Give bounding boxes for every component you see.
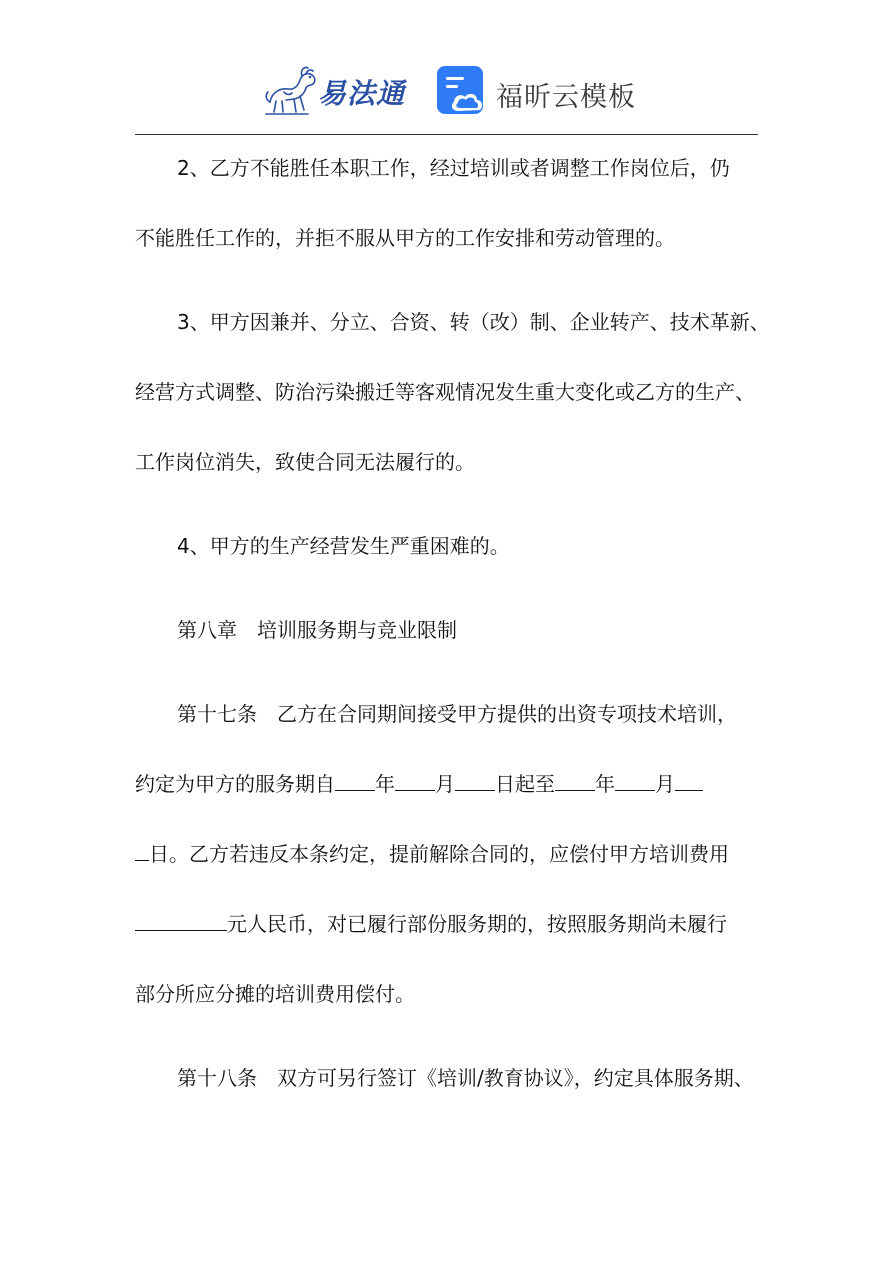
start-year-label: 年 [375, 772, 395, 796]
fuxin-logo-text: 福昕云模板 [496, 82, 636, 113]
article-17-number: 第十七条 [177, 702, 257, 726]
yifatong-logo [262, 62, 414, 118]
article-17-line-5: 部分所应分摊的培训费用偿付。 [135, 982, 415, 1006]
end-year-label: 年 [595, 772, 615, 796]
article-17-text-c: 日。乙方若违反本条约定，提前解除合同的，应偿付甲方培训费用 [149, 842, 729, 866]
start-month-label: 月 [435, 772, 455, 796]
training-fee-blank[interactable] [135, 910, 227, 931]
article-18-text-a: 双方可另行签订《培训/教育协议》，约定具体服务期、 [277, 1066, 754, 1090]
start-year-blank[interactable] [335, 770, 375, 791]
end-year-blank[interactable] [555, 770, 595, 791]
fuxin-logo [436, 65, 636, 119]
chapter-8-heading [135, 616, 802, 644]
header-divider [135, 134, 758, 135]
article-18-number: 第十八条 [177, 1066, 257, 1090]
clause-2-line-2: 不能胜任工作的，并拒不服从甲方的工作安排和劳动管理的。 [135, 226, 675, 250]
article-17-line-1 [135, 700, 802, 728]
article-17-text-a: 乙方在合同期间接受甲方提供的出资专项技术培训， [277, 702, 737, 726]
end-month-label: 月 [655, 772, 675, 796]
article-18-line-1 [135, 1064, 802, 1092]
article-17-text-d: 元人民币，对已履行部份服务期的，按照服务期尚未履行 [227, 912, 727, 936]
article-17-line-2 [135, 770, 760, 798]
end-day-blank-part-2[interactable] [135, 840, 149, 861]
start-day-label: 日起至 [495, 772, 555, 796]
article-17-line-3 [135, 840, 760, 868]
qilin-emblem-icon [262, 62, 320, 118]
chapter-8-number: 第八章 [177, 618, 237, 642]
fuxin-cloud-template-icon [436, 65, 488, 117]
article-17-text-b: 约定为甲方的服务期自 [135, 772, 335, 796]
clause-4-line: 4、甲方的生产经营发生严重困难的。 [177, 534, 510, 558]
clause-3-line-2: 经营方式调整、防治污染搬迁等客观情况发生重大变化或乙方的生产、 [135, 380, 755, 404]
chapter-8-title: 培训服务期与竞业限制 [257, 618, 457, 642]
page-header [0, 58, 893, 124]
start-month-blank[interactable] [395, 770, 435, 791]
yifatong-logo-text: 易法通 [318, 77, 406, 110]
clause-3-line-1: 3、甲方因兼并、分立、合资、转（改）制、企业转产、技术革新、 [177, 310, 770, 334]
clause-3-line-3: 工作岗位消失，致使合同无法履行的。 [135, 450, 475, 474]
end-month-blank[interactable] [615, 770, 655, 791]
start-day-blank[interactable] [455, 770, 495, 791]
end-day-blank-part-1[interactable] [675, 770, 703, 791]
clause-2-line-1: 2、乙方不能胜任本职工作，经过培训或者调整工作岗位后，仍 [177, 156, 730, 180]
article-17-line-4 [135, 910, 760, 938]
